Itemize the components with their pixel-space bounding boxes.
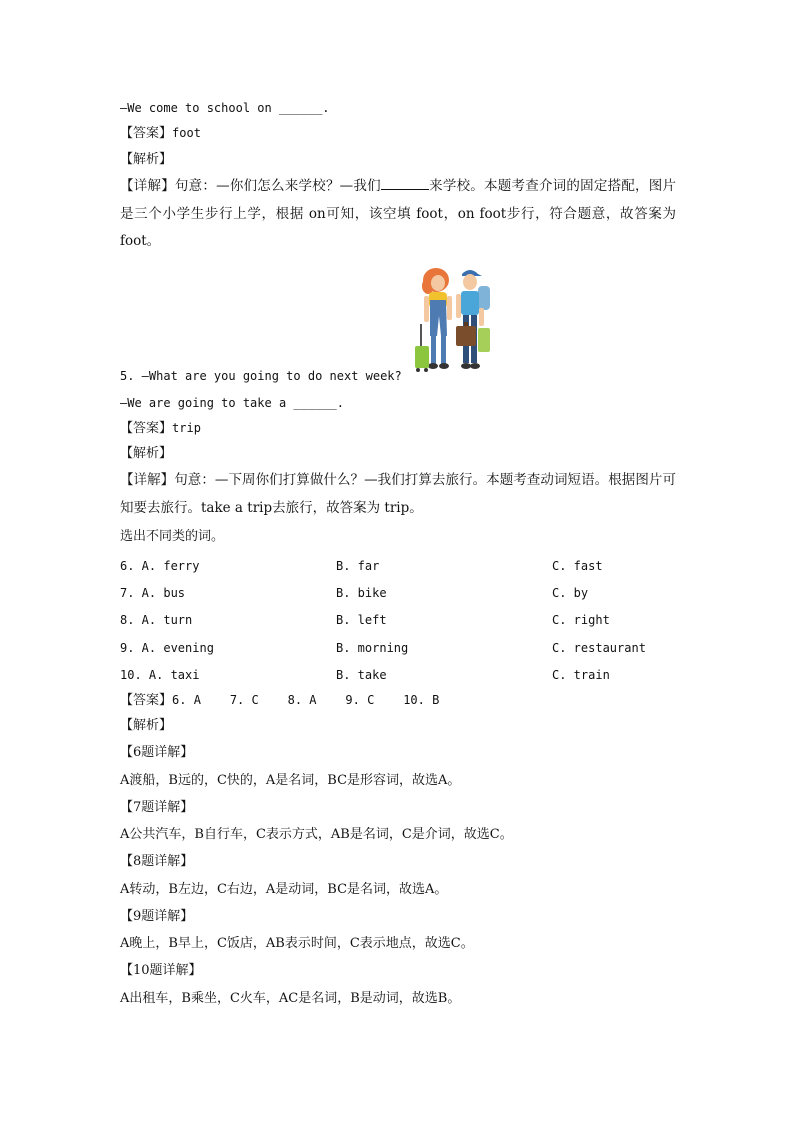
q4-analysis-tag: 【解析】 — [120, 152, 173, 167]
choice-6-b: B. far — [336, 559, 380, 573]
choice-8-a: 8. A. turn — [120, 613, 193, 627]
choice-7-b: B. bike — [336, 586, 387, 600]
choice-8-b: B. left — [336, 613, 387, 627]
answer-value: foot — [172, 126, 201, 140]
explanation-6-text: A渡船，B远的，C快的，A是名词，BC是形容词，故选A。 — [120, 773, 461, 788]
choice-7-c: C. by — [552, 586, 589, 600]
answers-tag: 【答案】 — [120, 693, 173, 708]
detail-tag: 【详解】 — [120, 178, 175, 194]
travel-couple-illustration — [412, 264, 494, 376]
answer-value: trip — [172, 421, 201, 435]
explanation-9-text: A晚上，B早上，C饭店，AB表示时间，C表示地点，故选C。 — [120, 936, 474, 951]
section-title: 选出不同类的词。 — [120, 529, 225, 544]
answers-line — [120, 691, 439, 710]
choice-10-c: C. train — [552, 668, 610, 682]
q5-detail — [120, 467, 676, 522]
choice-9-b: B. morning — [336, 641, 409, 655]
choice-6-a: 6. A. ferry — [120, 559, 200, 573]
detail-tag: 【详解】 — [120, 472, 175, 488]
detail-pre: 句意：—你们怎么来学校？—我们 — [174, 178, 381, 194]
choice-9-c: C. restaurant — [552, 641, 646, 655]
choice-8-c: C. right — [552, 613, 610, 627]
choice-10-a: 10. A. taxi — [120, 668, 200, 682]
detail-text: 句意：—下周你们打算做什么？—我们打算去旅行。本题考查动词短语。根据图片可知要去旅行。take a trip去旅行，故答案为 trip。 — [120, 472, 676, 516]
q5-analysis-tag: 【解析】 — [120, 446, 173, 461]
q4-detail — [120, 173, 676, 256]
explanation-7-text: A公共汽车，B自行车，C表示方式，AB是名词，C是介词，故选C。 — [120, 827, 513, 842]
choice-10-b: B. take — [336, 668, 387, 682]
explanation-10-title: 【10题详解】 — [120, 963, 202, 978]
detail-blank — [381, 189, 429, 190]
explanation-6-title: 【6题详解】 — [120, 745, 194, 760]
answers-values: 6. A 7. C 8. A 9. C 10. B — [172, 693, 440, 707]
q5-question: 5. —What are you going to do next week? — [120, 369, 402, 383]
answer-tag: 【答案】 — [120, 126, 173, 141]
answer-tag: 【答案】 — [120, 421, 173, 436]
choice-6-c: C. fast — [552, 559, 603, 573]
analysis-tag: 【解析】 — [120, 718, 173, 733]
explanation-7-title: 【7题详解】 — [120, 800, 194, 815]
detail-post: 来学校。本题考查介词的固定搭配，图片是三个小学生步行上学，根据 on可知，该空填 foot，on foot步行，符合题意，故答案为 foot。 — [120, 178, 677, 249]
q5-answer — [120, 419, 201, 438]
explanation-8-text: A转动，B左边，C右边，A是动词，BC是名词，故选A。 — [120, 882, 448, 897]
q4-answer-line: —We come to school on ______. — [120, 101, 330, 115]
q4-answer — [120, 124, 201, 143]
choice-9-a: 9. A. evening — [120, 641, 214, 655]
explanation-9-title: 【9题详解】 — [120, 909, 194, 924]
explanation-8-title: 【8题详解】 — [120, 854, 194, 869]
choice-7-a: 7. A. bus — [120, 586, 186, 600]
explanation-10-text: A出租车，B乘坐，C火车，AC是名词，B是动词，故选B。 — [120, 991, 461, 1006]
q5-answer-line: —We are going to take a ______. — [120, 396, 344, 410]
